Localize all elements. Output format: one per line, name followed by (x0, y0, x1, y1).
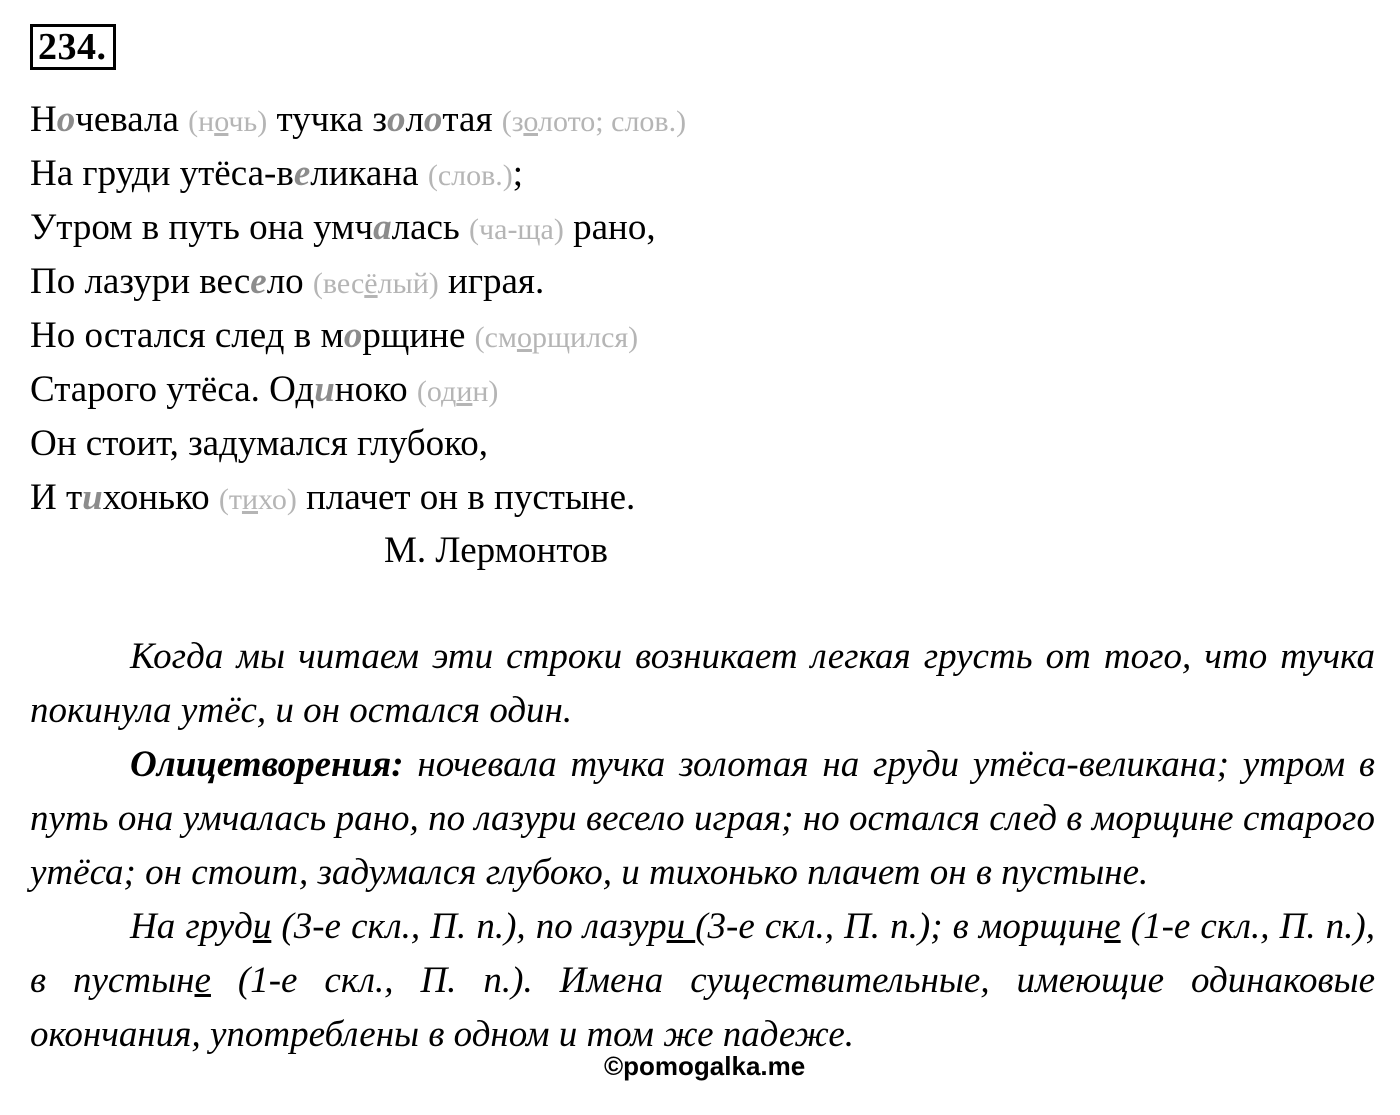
poem-text: рано, (563, 207, 656, 248)
poem-line-8 (30, 471, 686, 525)
analysis-text: (1-е скл., П. п.), в пустын (30, 906, 1376, 1001)
hint: (ча-ща) (469, 213, 564, 246)
poem-text: лась (391, 207, 470, 248)
poem-line-1 (30, 93, 686, 147)
highlighted-letter: е (250, 261, 267, 302)
hint: (золото; слов.) (501, 105, 687, 138)
ending: и (252, 906, 272, 947)
poem-text: рщине (362, 315, 475, 356)
poem-text: И т (30, 477, 83, 518)
poem-text: ноко (334, 369, 417, 410)
poem-text: По лазури вес (30, 261, 251, 302)
highlighted-letter: а (373, 207, 392, 248)
poem-text: тая (442, 99, 502, 140)
analysis-paragraph-1: Когда мы читаем эти строки возникает легкая грусть от того, что тучка покинула утёс, и он остался один. (30, 636, 1375, 731)
ending: и (666, 906, 696, 947)
poem-text: Но остался след в м (30, 315, 344, 356)
poem-line-7 (30, 417, 686, 471)
poem-text: Он стоит, задумался глубоко, (30, 423, 488, 464)
poem-text: ликана (310, 153, 428, 194)
highlighted-letter: е (293, 153, 311, 194)
poem-line-6 (30, 363, 686, 417)
poem-text: На груди утёса-в (30, 153, 294, 194)
highlighted-letter: о (386, 99, 406, 140)
poem-text: играя. (438, 261, 545, 302)
analysis-text: (3-е скл., П. п.); в морщин (695, 906, 1105, 947)
poem-text: Н (30, 99, 57, 140)
highlighted-letter: о (343, 315, 363, 356)
poem-line-4 (30, 255, 686, 309)
poem-text: хонько (102, 477, 219, 518)
highlighted-letter: о (56, 99, 76, 140)
analysis (30, 630, 1375, 1062)
hint: (тихо) (218, 483, 297, 516)
highlighted-letter: и (314, 369, 335, 410)
poem-line-3 (30, 201, 686, 255)
analysis-text: (3-е скл., П. п.), по лазур (271, 906, 667, 947)
ending: е (194, 960, 211, 1001)
exercise-number: 234. (30, 24, 116, 70)
hint: (слов.) (427, 159, 513, 192)
poem-text: л (405, 99, 424, 140)
poem-author: М. Лермонтов (384, 530, 608, 571)
watermark: ©pomogalka.me (604, 1051, 806, 1081)
poem-text: плачет он в пустыне. (296, 477, 636, 518)
poem-text: Старого утёса. Од (30, 369, 315, 410)
poem-text: Утром в путь она умч (30, 207, 374, 248)
hint: (один) (416, 375, 499, 408)
poem-line-5 (30, 309, 686, 363)
poem-text: ло (266, 261, 313, 302)
highlighted-letter: и (82, 477, 103, 518)
poem-text: ; (512, 153, 524, 194)
poem-text: чевала (75, 99, 189, 140)
poem-line-2 (30, 147, 686, 201)
hint: (сморщился) (474, 321, 639, 354)
hint: (весёлый) (312, 267, 439, 300)
analysis-text: ночевала тучка золотая на груди утёса-великана; утром в путь она умчалась рано, по лазури весело играя; но остался след в морщине старого утёса; он стоит, задумался глубоко, и тихонько плачет он в пустыне. (30, 744, 1375, 893)
analysis-text: На груд (130, 906, 253, 947)
hint: (ночь) (188, 105, 268, 138)
personification-label: Олицетворения: (130, 744, 404, 785)
analysis-text: (1-е скл., П. п.). Имена существительные, имеющие одинаковые окончания, употреблены в одном и том же падеже. (30, 960, 1375, 1055)
poem-text: тучка з (267, 99, 387, 140)
ending: е (1104, 906, 1121, 947)
highlighted-letter: о (423, 99, 443, 140)
poem (30, 93, 686, 525)
analysis-paragraph-2 (30, 738, 1375, 900)
analysis-paragraph-3 (30, 900, 1375, 1062)
